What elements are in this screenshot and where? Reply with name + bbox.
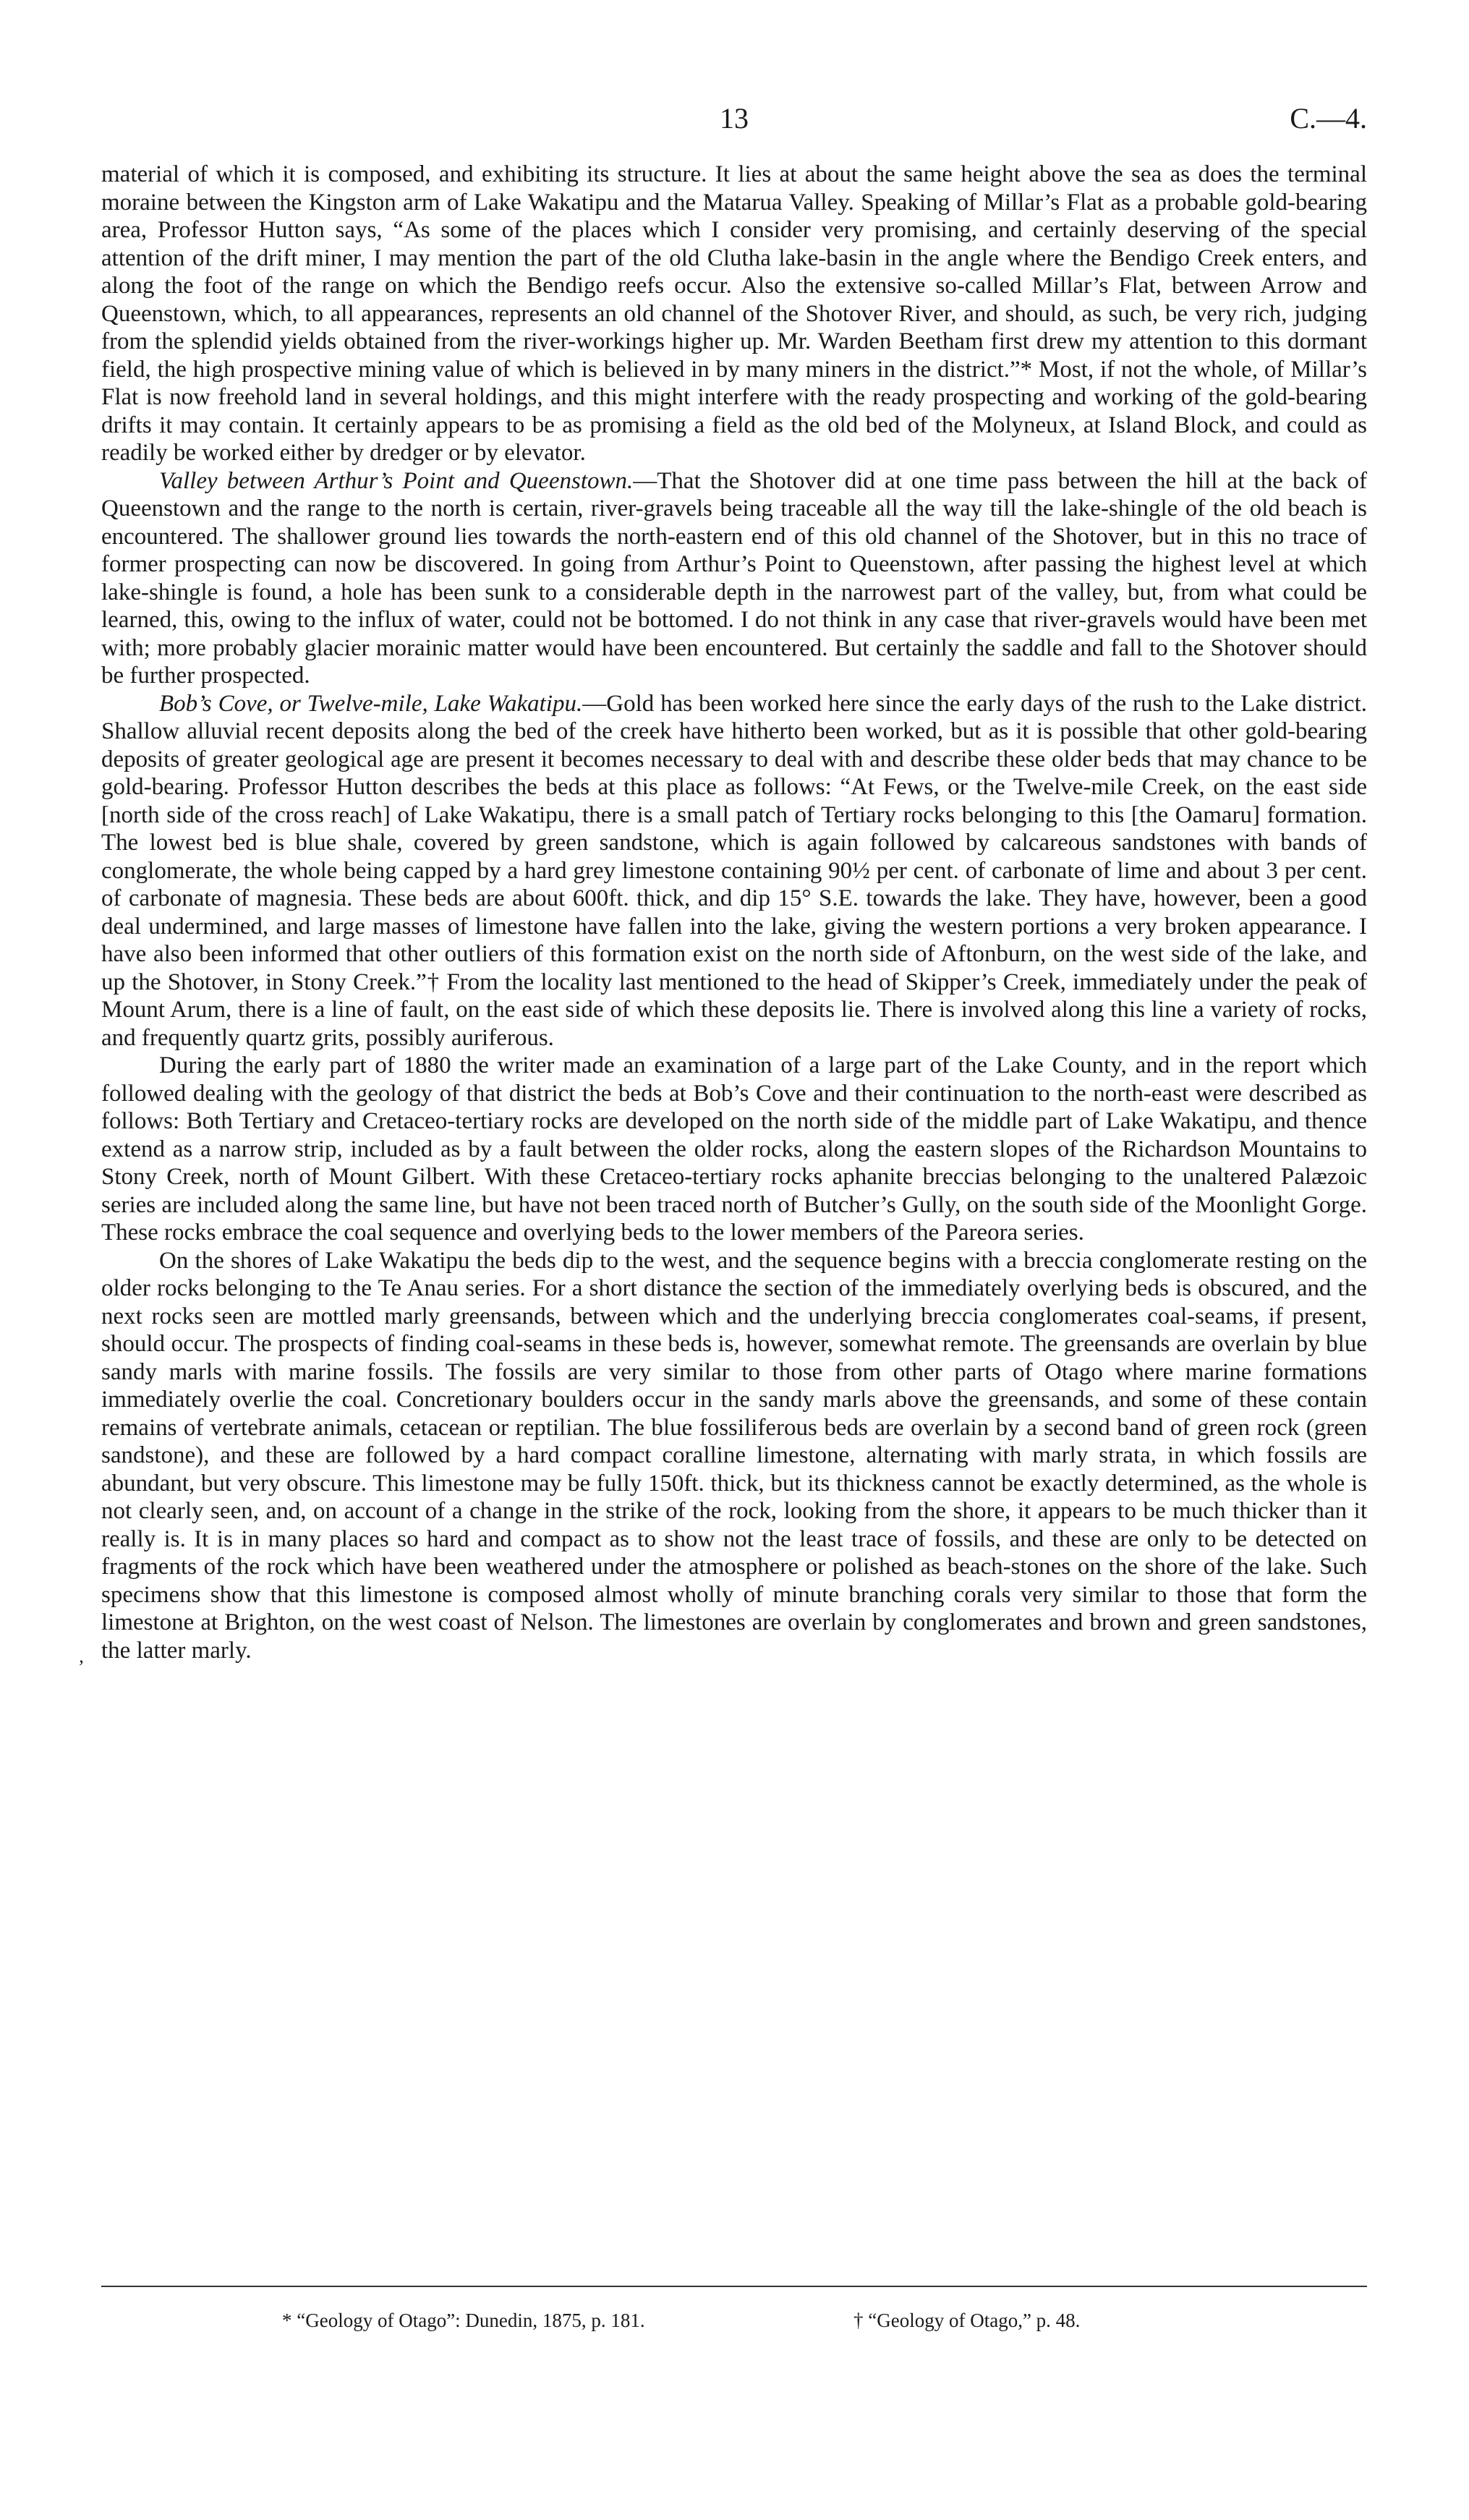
- paragraph-3-text: —Gold has been worked here since the early days of the rush to the Lake district. Shallow alluvial recent deposits along the bed of the creek have hitherto been worked, but as it is possible that other gold-bearing deposits of greater geological age are present it becomes necessary to deal with and describe these older beds that may chance to be gold-bearing. Professor Hutton describes the beds at this place as follows: “At Fews, or the Twelve-mile Creek, on the east side [north side of the cross reach] of Lake Wakatipu, there is a small patch of Tertiary rocks belonging to this [the Oamaru] formation. The lowest bed is blue shale, covered by green sandstone, which is again followed by calcareous sandstones with bands of conglomerate, the whole being capped by a hard grey limestone containing 90½ per cent. of carbonate of lime and about 3 per cent. of carbonate of magnesia. These beds are about 600ft. thick, and dip 15° S.E. towards the lake. They have, however, been a good deal undermined, and large masses of limestone have fallen into the lake, giving the western portions a very broken appearance. I have also been informed that other outliers of this formation exist on the north side of Aftonburn, on the west side of the lake, and up the Shotover, in Stony Creek.”† From the locality last mentioned to the head of Skipper’s Creek, immediately under the peak of Mount Arum, there is a line of fault, on the east side of which these deposits lie. There is involved along this line a variety of rocks, and frequently quartz grits, possibly auriferous.: [101, 690, 1367, 1051]
- footnote-1: * “Geology of Otago”: Dunedin, 1875, p. 181.: [282, 2310, 645, 2331]
- paragraph-4: During the early part of 1880 the writer made an examination of a large part of the Lake County, and in the report which followed dealing with the geology of that district the beds at Bob’s Cove and their continuation to the north-east were described as follows: Both Tertiary and Cretaceo-tertiary rocks are developed on the north side of the middle part of Lake Wakatipu, and thence extend as a narrow strip, included as by a fault between the older rocks, along the eastern slopes of the Richardson Mountains to Stony Creek, north of Mount Gilbert. With these Cretaceo-tertiary rocks aphanite breccias belonging to the unaltered Palæzoic series are included along the same line, but have not been traced north of Butcher’s Gully, on the south side of the Moonlight Gorge. These rocks embrace the coal sequence and overlying beds to the lower members of the Pareora series.: [101, 1052, 1367, 1246]
- paragraph-2-text: —That the Shotover did at one time pass between the hill at the back of Queenstown and the range to the north is certain, river-gravels being traceable all the way till the lake-shingle of the old beach is encountered. The shallower ground lies towards the north-eastern end of this old channel of the Shotover, but in this no trace of former prospecting can now be discovered. In going from Arthur’s Point to Queenstown, after passing the highest level at which lake-shingle is found, a hole has been sunk to a considerable depth in the narrowest part of the valley, but, from what could be learned, this, owing to the influx of water, could not be bottomed. I do not think in any case that river-gravels would have been met with; more probably glacier morainic matter would have been encountered. But certainly the saddle and fall to the Shotover should be further prospected.: [101, 467, 1368, 689]
- paragraph-1: material of which it is composed, and exhibiting its structure. It lies at about the same height above the sea as does the terminal moraine between the Kingston arm of Lake Wakatipu and the Matarua Valley. Speaking of Millar’s Flat as a probable gold-bearing area, Professor Hutton says, “As some of the places which I consider very promising, and certainly deserving of the special attention of the drift miner, I may mention the part of the old Clutha lake-basin in the angle where the Bendigo Creek enters, and along the foot of the range on which the Bendigo reefs occur. Also the extensive so-called Millar’s Flat, between Arrow and Queenstown, which, to all appearances, represents an old channel of the Shotover River, and should, as such, be very rich, judging from the splendid yields obtained from the river-workings higher up. Mr. Warden Beetham first drew my attention to this dormant field, the high prospective mining value of which is believed in by many miners in the district.”* Most, if not the whole, of Millar’s Flat is now freehold land in several holdings, and this might interfere with the ready prospecting and working of the gold-bearing drifts it may contain. It certainly appears to be as promising a field as the old bed of the Molyneux, at Island Block, and could as readily be worked either by dredger or by elevator.: [101, 161, 1367, 466]
- footnote-rule: [101, 2286, 1367, 2287]
- margin-mark: ’: [78, 1656, 85, 1677]
- body-text: [101, 161, 1367, 1664]
- footnote-2: † “Geology of Otago,” p. 48.: [853, 2310, 1081, 2331]
- section-heading-bobs-cove: Bob’s Cove, or Twelve-mile, Lake Wakatipu.: [159, 690, 583, 717]
- section-heading-valley: Valley between Arthur’s Point and Queenstown.: [159, 467, 634, 494]
- paragraph-2: [101, 467, 1367, 690]
- document-reference: C.—4.: [1290, 102, 1367, 135]
- paragraph-5: On the shores of Lake Wakatipu the beds dip to the west, and the sequence begins with a breccia conglomerate resting on the older rocks belonging to the Te Anau series. For a short distance the section of the immediately overlying beds is obscured, and the next rocks seen are mottled marly greensands, between which and the underlying breccia conglomerates coal-seams, if present, should occur. The prospects of finding coal-seams in these beds is, however, somewhat remote. The greensands are overlain by blue sandy marls with marine fossils. The fossils are very similar to those from other parts of Otago where marine formations immediately overlie the coal. Concretionary boulders occur in the sandy marls above the greensands, and some of these contain remains of vertebrate animals, cetacean or reptilian. The blue fossiliferous beds are overlain by a second band of green rock (green sandstone), and these are followed by a hard compact coralline limestone, alternating with marly strata, in which fossils are abundant, but very obscure. This limestone may be fully 150ft. thick, but its thickness cannot be exactly determined, as the whole is not clearly seen, and, on account of a change in the strike of the rock, looking from the shore, it appears to be much thicker than it really is. It is in many places so hard and compact as to show not the least trace of fossils, and these are only to be detected on fragments of the rock which have been weathered under the atmosphere or polished as beach-stones on the shore of the lake. Such specimens show that this limestone is composed almost wholly of minute branching corals very similar to those that form the limestone at Brighton, on the west coast of Nelson. The limestones are overlain by conglomerates and brown and green sandstones, the latter marly.: [101, 1247, 1367, 1664]
- page-number: 13: [720, 102, 749, 135]
- page-header: [101, 101, 1367, 145]
- paragraph-3: [101, 690, 1367, 1052]
